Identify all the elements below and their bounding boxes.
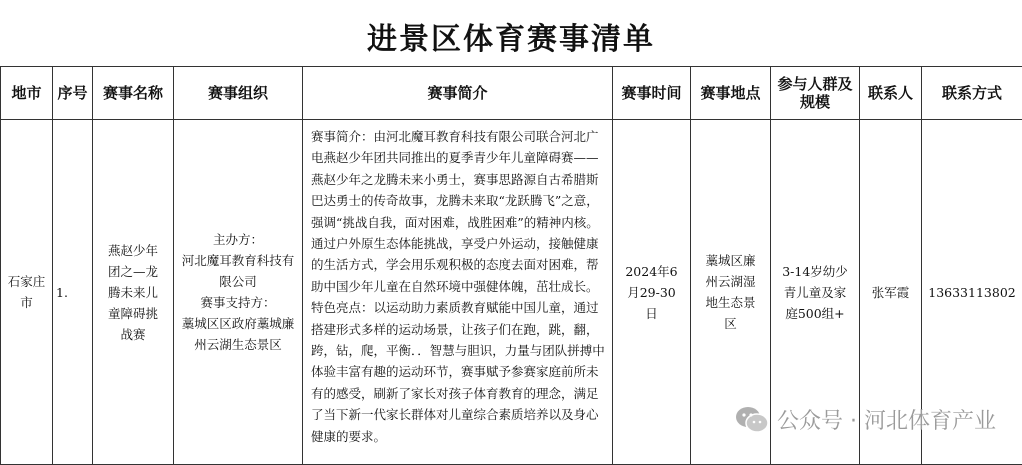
org-host-label: 主办方： xyxy=(212,232,263,247)
cell-phone: 13633113802 xyxy=(922,120,1022,465)
cell-city: 石家庄市 xyxy=(1,120,53,465)
intro-highlights: 特色亮点：以运动助力素质教育赋能中国儿童，通过搭建形式多样的运动场景，让孩子们在跑，跳，翻，跨，钻，爬，平衡．．智慧与胆识，力量与团队拼搏中体验丰富有趣的运动环节，赛事赋予参赛家庭前所未有的感受，刷新了家长对孩子体育教育的理念，满足了当下新一代家长群体对儿童综合素质培养以及身心健康的要求。 xyxy=(311,300,605,444)
cell-event-name: 燕赵少年团之—龙腾未来儿童障碍挑战赛 xyxy=(93,120,174,465)
cell-location: 藁城区廉州云湖湿地生态景区 xyxy=(691,120,771,465)
cell-contact: 张军霞 xyxy=(860,120,922,465)
header-contact: 联系人 xyxy=(860,67,922,120)
header-location: 赛事地点 xyxy=(691,67,771,120)
table-header-row xyxy=(1,67,1022,120)
header-introduction: 赛事简介 xyxy=(303,67,613,120)
org-host: 河北魔耳教育科技有限公司 xyxy=(181,253,295,289)
header-index: 序号 xyxy=(53,67,93,120)
org-support: 藁城区区政府藁城廉州云湖生态景区 xyxy=(181,316,295,352)
header-participants: 参与人群及规模 xyxy=(771,67,860,120)
cell-introduction xyxy=(303,120,613,465)
cell-organization xyxy=(174,120,303,465)
org-support-label: 赛事支持方： xyxy=(200,295,276,310)
cell-time: 2024年6月29-30日 xyxy=(613,120,691,465)
watermark xyxy=(735,404,996,435)
header-time: 赛事时间 xyxy=(613,67,691,120)
header-organization: 赛事组织 xyxy=(174,67,303,120)
intro-summary: 赛事简介：由河北魔耳教育科技有限公司联合河北广电燕赵少年团共同推出的夏季青少年儿童障碍赛——燕赵少年之龙腾未来小勇士，赛事思路源自古希腊斯巴达勇士的传奇故事，龙腾未来取“龙跃腾飞”之意，强调“挑战自我，面对困难，战胜困难”的精神内核。通过户外原生态体能挑战，享受户外运动，接触健康的生活方式，学会用乐观积极的态度去面对困难，帮助中国少年儿童在自然环境中强健体魄，茁壮成长。 xyxy=(311,129,599,294)
page-title: 进景区体育赛事清单 xyxy=(367,22,655,57)
header-city: 地市 xyxy=(1,67,53,120)
header-event-name: 赛事名称 xyxy=(93,67,174,120)
cell-index: 1. xyxy=(53,120,93,465)
wechat-icon xyxy=(735,405,769,435)
header-phone: 联系方式 xyxy=(922,67,1022,120)
cell-participants: 3-14岁幼少青儿童及家庭500组+ xyxy=(771,120,860,465)
watermark-text: 公众号 · 河北体育产业 xyxy=(777,409,996,434)
